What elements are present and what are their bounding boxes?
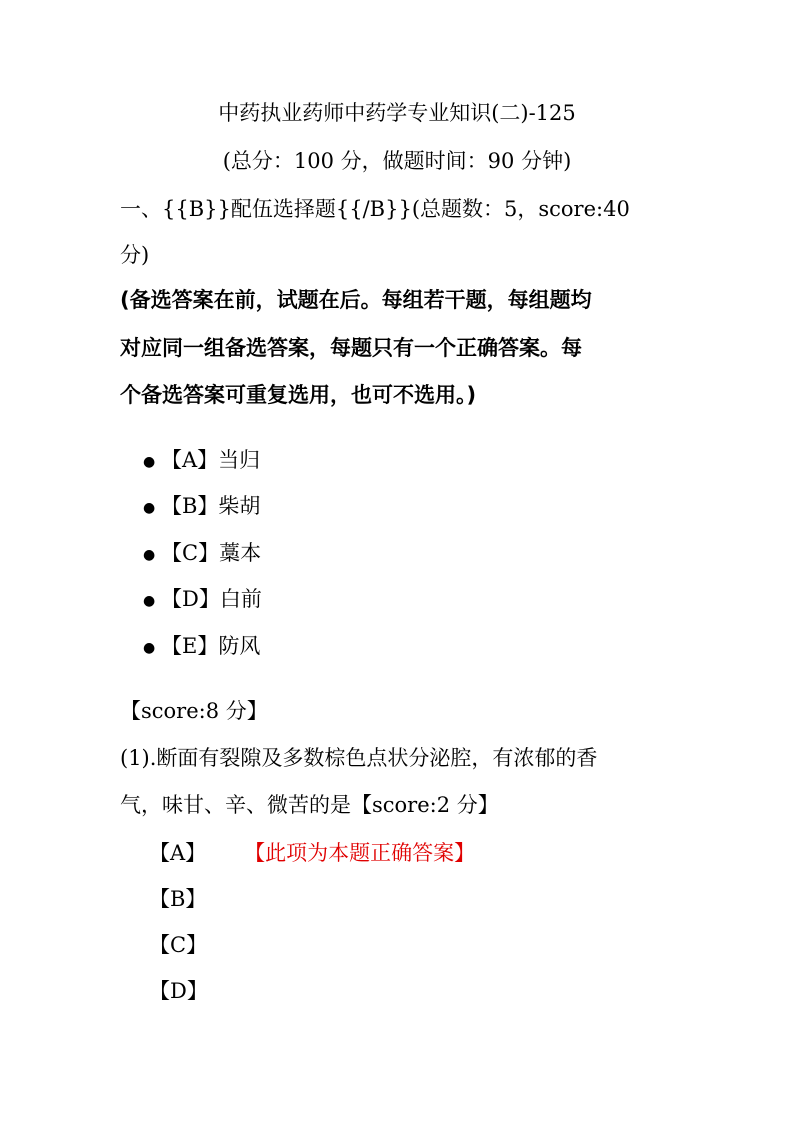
answer-row (149, 976, 208, 1006)
option-label: 【A】当归 (161, 448, 261, 472)
option-label: 【D】白前 (161, 587, 262, 611)
section-heading: 一、{{B}}配伍选择题{{/B}}(总题数：5，score:40 (120, 197, 630, 221)
section-heading-continued: 分) (120, 243, 150, 267)
section-instruction: 对应同一组备选答案，每题只有一个正确答案。每 (120, 336, 582, 360)
question-text-continued: 气，味甘、辛、微苦的是【score:2 分】 (120, 793, 499, 817)
answer-row (149, 884, 206, 914)
question-text: (1).断面有裂隙及多数棕色点状分泌腔，有浓郁的香 (120, 746, 598, 770)
option-label: 【B】柴胡 (161, 494, 261, 518)
answer-label: 【C】 (149, 933, 208, 957)
list-item (143, 538, 261, 570)
option-label: 【C】藁本 (161, 541, 262, 565)
bullet-icon: ● (143, 499, 156, 516)
page-subtitle: (总分：100 分，做题时间：90 分钟) (222, 149, 572, 173)
correct-answer-badge: 【此项为本题正确答案】 (244, 841, 476, 865)
answer-row (149, 930, 207, 960)
list-item (143, 445, 260, 477)
answer-row (149, 838, 475, 868)
bullet-icon: ● (143, 546, 156, 563)
group-score: 【score:8 分】 (120, 699, 268, 723)
list-item (143, 584, 262, 616)
section-instruction: (备选答案在前，试题在后。每组若干题，每组题均 (120, 288, 592, 312)
bullet-icon: ● (143, 592, 156, 609)
page-title: 中药执业药师中药学专业知识(二)-125 (218, 101, 576, 125)
answer-label: 【D】 (149, 979, 208, 1003)
option-label: 【E】防风 (161, 634, 261, 658)
answer-label: 【B】 (149, 887, 207, 911)
list-item (143, 491, 260, 523)
answer-label: 【A】 (149, 841, 207, 865)
bullet-icon: ● (143, 453, 156, 470)
list-item (143, 631, 260, 663)
section-instruction: 个备选答案可重复选用，也可不选用。) (120, 383, 477, 407)
bullet-icon: ● (143, 639, 156, 656)
